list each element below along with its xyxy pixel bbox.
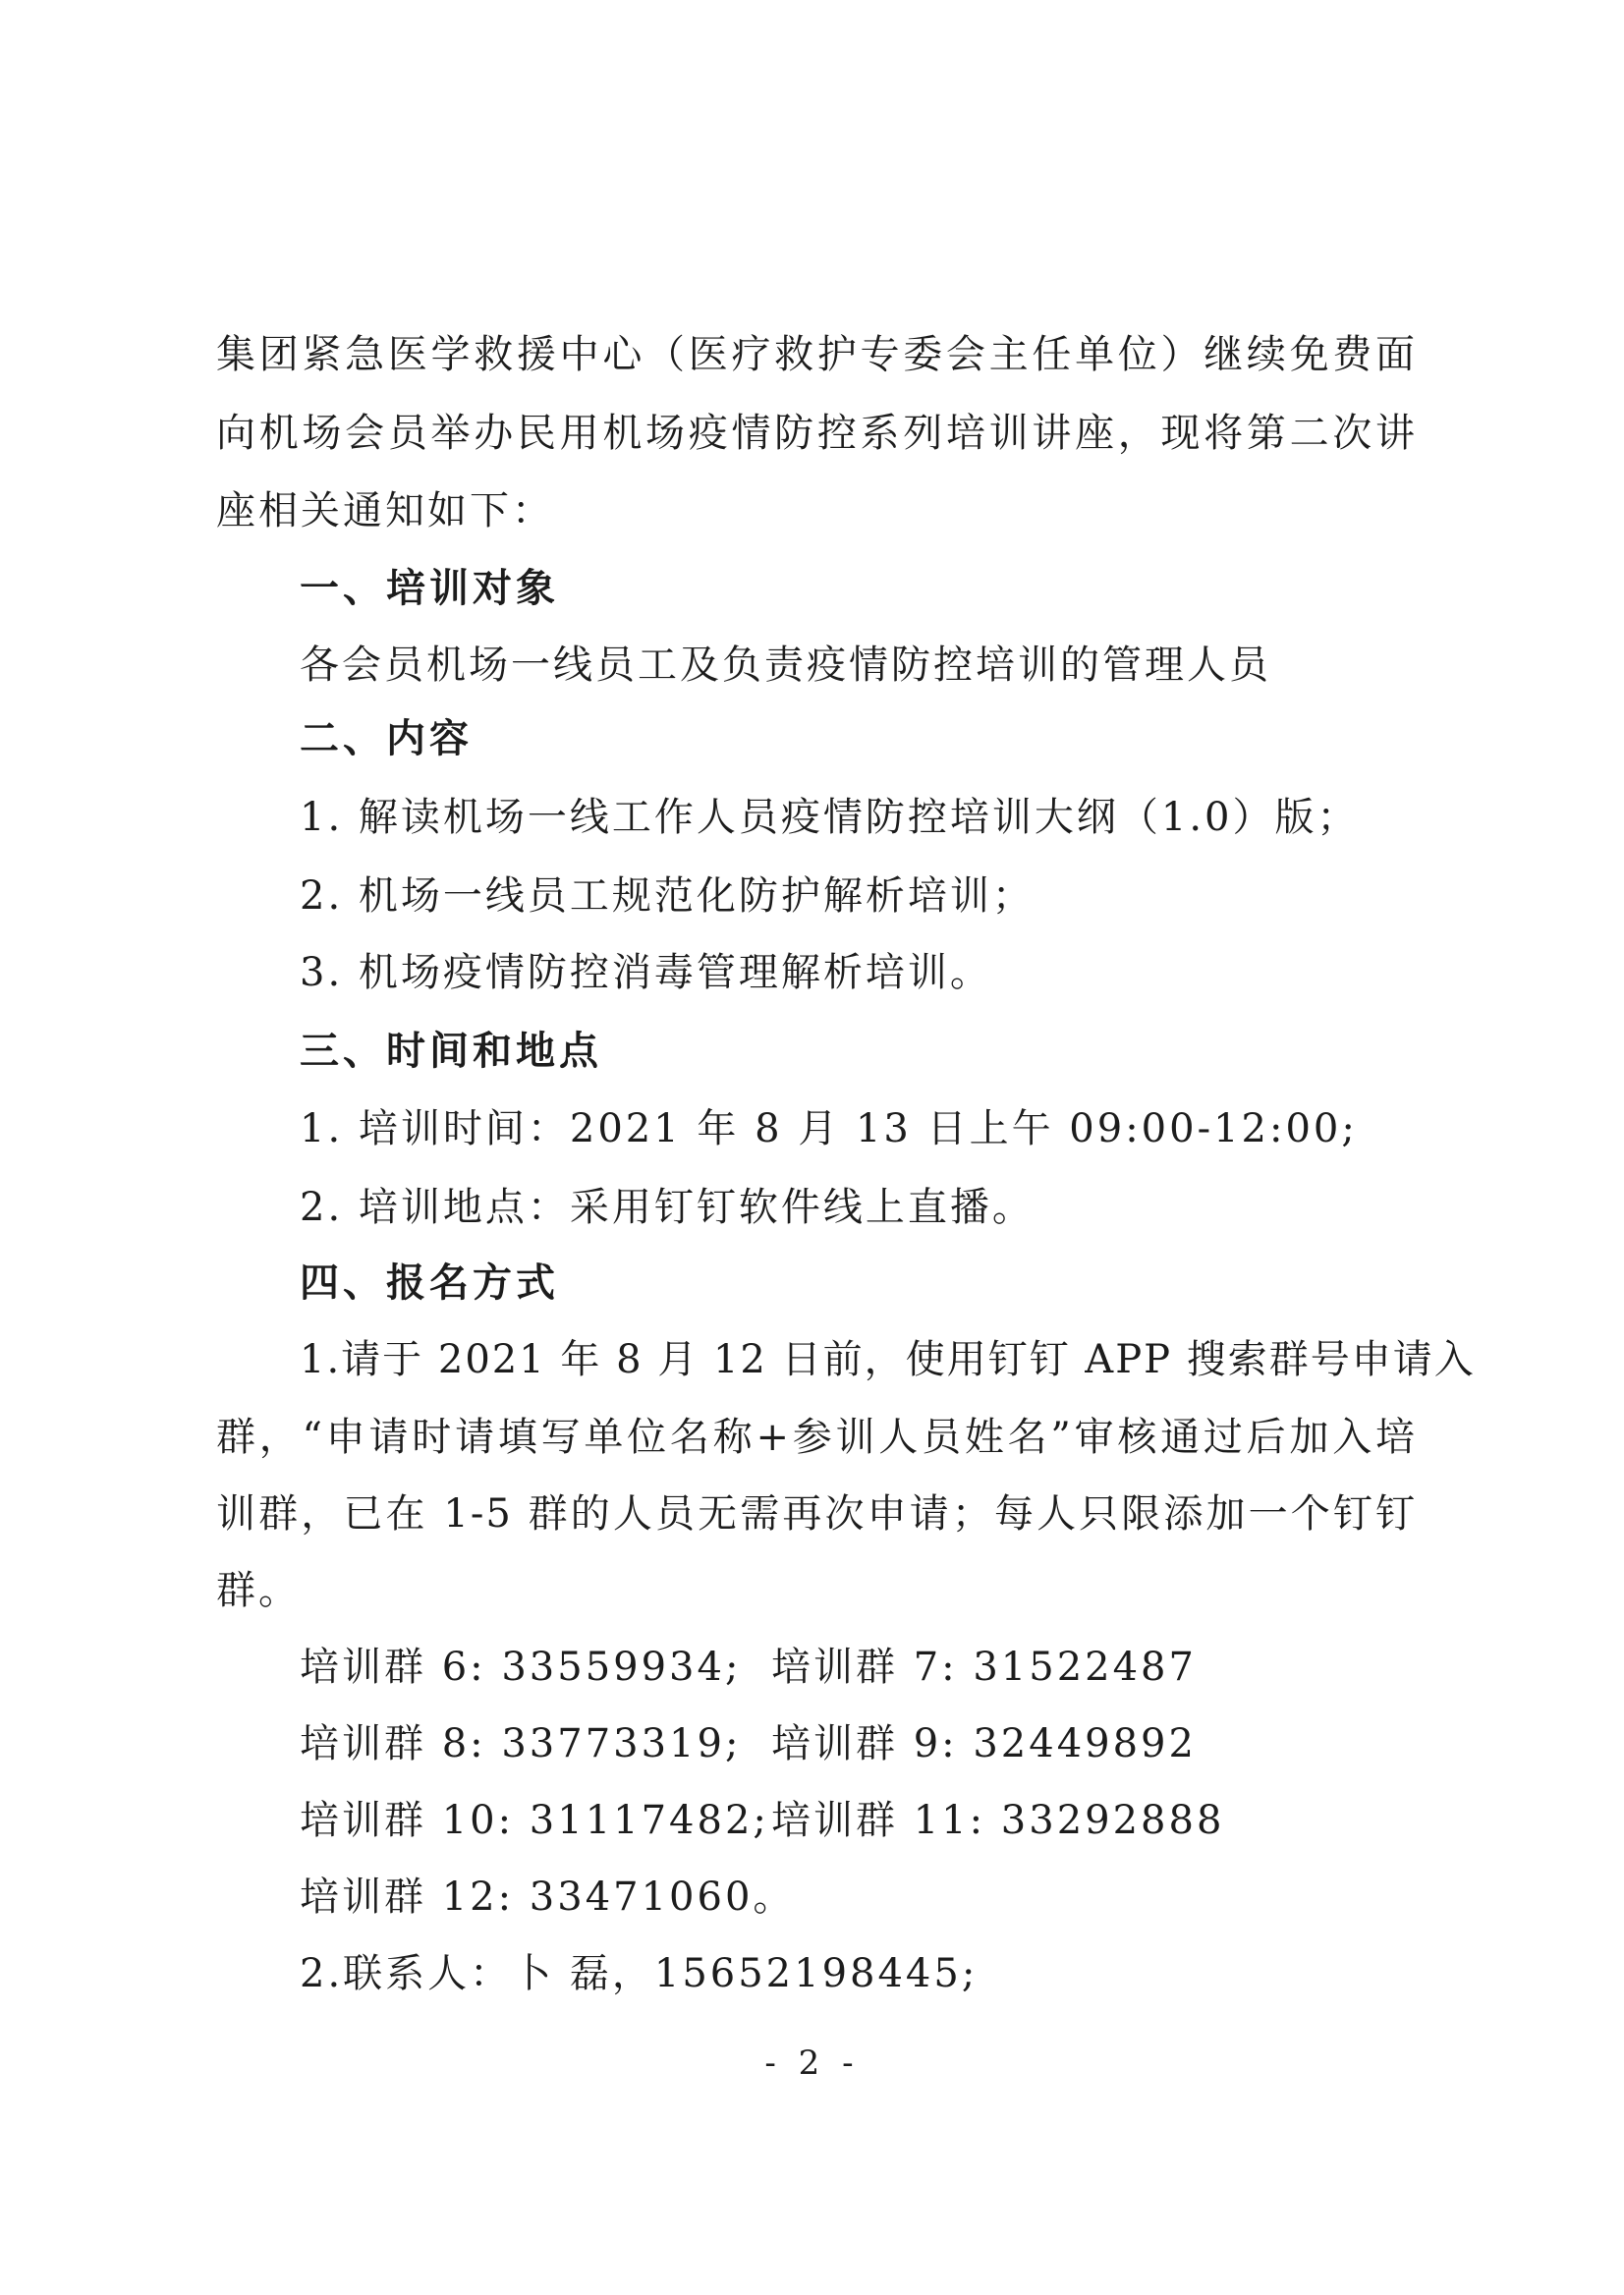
section-text-target: 各会员机场一线员工及负责疫情防控培训的管理人员 [300, 643, 1271, 688]
group-8: 培训群 8: 33773319; [300, 1721, 742, 1766]
section-heading-time-place: 三、时间和地点 [300, 1029, 602, 1074]
page-number: - 2 - [764, 2043, 860, 2083]
content-item-2: 2. 机场一线员工规范化防护解析培训； [300, 873, 1035, 919]
section-heading-content: 二、内容 [300, 716, 473, 761]
section-heading-target: 一、培训对象 [300, 566, 559, 611]
registration-line-4: 群。 [216, 1568, 301, 1613]
intro-line-2: 向机场会员举办民用机场疫情防控系列培训讲座，现将第二次讲 [216, 411, 1417, 456]
content-item-1: 1. 解读机场一线工作人员疫情防控培训大纲（1.0）版； [300, 795, 1360, 840]
intro-line-1: 集团紧急医学救援中心（医疗救护专委会主任单位）继续免费面 [216, 332, 1417, 377]
group-9: 培训群 9: 32449892 [771, 1721, 1197, 1766]
group-10: 培训群 10: 31117482; [300, 1798, 769, 1843]
intro-line-3: 座相关通知如下： [216, 488, 554, 533]
registration-line-3: 训群，已在 1-5 群的人员无需再次申请；每人只限添加一个钉钉 [216, 1491, 1417, 1537]
contact-line: 2.联系人：卜 磊，15652198445; [300, 1951, 979, 1996]
place-item: 2. 培训地点：采用钉钉软件线上直播。 [300, 1185, 1035, 1230]
group-12: 培训群 12: 33471060。 [300, 1875, 796, 1920]
content-item-3: 3. 机场疫情防控消毒管理解析培训。 [300, 950, 992, 995]
registration-line-2: 群，“申请时请填写单位名称+参训人员姓名”审核通过后加入培 [216, 1415, 1417, 1460]
section-heading-registration: 四、报名方式 [300, 1260, 559, 1306]
group-11: 培训群 11: 33292888 [771, 1798, 1225, 1843]
registration-line-1: 1.请于 2021 年 8 月 12 日前，使用钉钉 APP 搜索群号申请入 [300, 1337, 1476, 1382]
group-7: 培训群 7: 31522487 [771, 1645, 1197, 1690]
group-6: 培训群 6: 33559934; [300, 1645, 742, 1690]
time-item: 1. 培训时间：2021 年 8 月 13 日上午 09:00-12:00; [300, 1106, 1358, 1151]
